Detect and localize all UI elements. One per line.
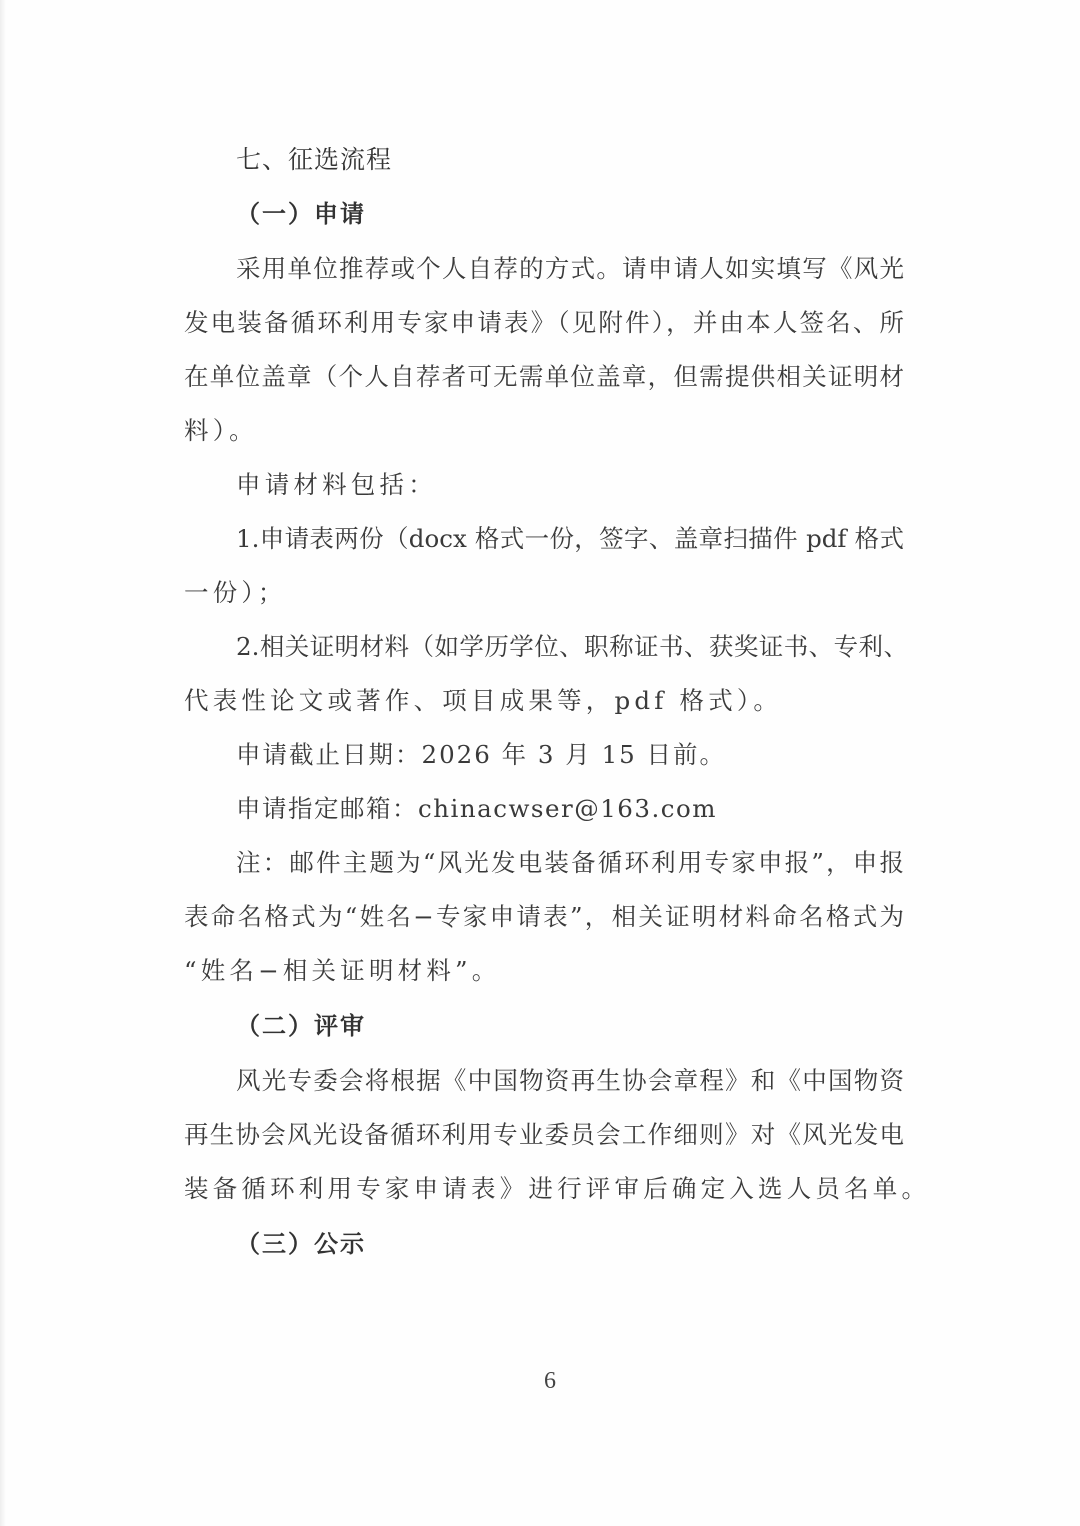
paragraph-line: 风光专委会将根据《中国物资再生协会章程》和《中国物资: [236, 1066, 904, 1095]
note-line: “姓名−相关证明材料”。: [184, 956, 501, 985]
material-item-2-cont: 代表性论文或著作、项目成果等，pdf 格式）。: [184, 686, 783, 715]
material-item-1-cont: 一份）；: [184, 578, 287, 607]
paragraph-line: 装备循环利用专家申请表》进行评审后确定入选人员名单。: [184, 1174, 931, 1203]
material-item-2: 2.相关证明材料（如学历学位、职称证书、获奖证书、专利、: [236, 632, 908, 661]
note-line: 注：邮件主题为“风光发电装备循环利用专家申报”，申报: [236, 848, 904, 877]
subsection-heading-apply: （一）申请: [236, 200, 366, 228]
section-title: 七、征选流程: [236, 145, 393, 174]
material-item-1: 1.申请表两份（docx 格式一份，签字、盖章扫描件 pdf 格式: [236, 524, 904, 553]
materials-label: 申请材料包括：: [236, 470, 437, 499]
application-deadline: 申请截止日期：2026 年 3 月 15 日前。: [236, 740, 727, 769]
paragraph-line: 在单位盖章（个人自荐者可无需单位盖章，但需提供相关证明材: [184, 362, 904, 391]
subsection-heading-review: （二）评审: [236, 1012, 366, 1040]
application-email: 申请指定邮箱：chinacwser@163.com: [236, 794, 717, 823]
paragraph-line: 采用单位推荐或个人自荐的方式。请申请人如实填写《风光: [236, 254, 904, 283]
paragraph-line: 再生协会风光设备循环利用专业委员会工作细则》对《风光发电: [184, 1120, 904, 1149]
paragraph-line: 发电装备循环利用专家申请表》（见附件），并由本人签名、所: [184, 308, 904, 337]
page-number: 6: [544, 1368, 556, 1394]
paragraph-line: 料）。: [184, 416, 258, 445]
note-line: 表命名格式为“姓名−专家申请表”，相关证明材料命名格式为: [184, 902, 904, 931]
page-edge-shadow: [0, 0, 6, 1526]
subsection-heading-publicity: （三）公示: [236, 1230, 366, 1258]
